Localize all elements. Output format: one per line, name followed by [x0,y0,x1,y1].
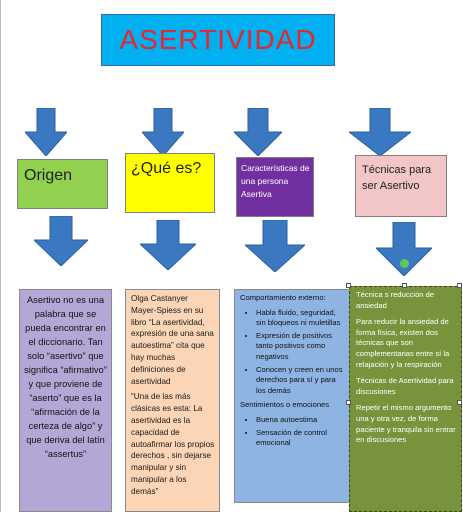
emociones-title: Sentimientos o emociones [240,400,330,410]
rotation-handle[interactable] [400,259,409,268]
que-es-header[interactable] [125,153,215,213]
tecnicas-paragraph: Repetir el mismo argumento una y otra vez, de forma paciente y tranquila sin entrar en discusiones [356,403,456,445]
que-es-content-box[interactable] [125,289,220,512]
origen-content-box[interactable] [19,289,112,512]
left-margin-rule [0,0,1,512]
caracteristicas-header-label: Características de una persona Asertiva [241,163,310,199]
origen-header[interactable] [17,159,108,209]
resize-handle[interactable] [346,283,351,288]
externo-title: Comportamiento externo: [240,293,326,302]
list-item: • Sensación de control emocional [256,428,346,449]
down-arrow-icon [140,220,196,270]
resize-handle[interactable] [346,400,351,405]
que-es-header-label: ¿Qué es? [131,160,202,177]
title-text: ASERTIVIDAD [119,24,317,55]
down-arrow-icon [34,216,88,266]
que-es-paragraph: “Una de las más clásicas es esta: La asertividad es la capacidad de autoafirmar los propios derechos , sin dejarse manipular y sin manipular a los demás” [131,392,215,496]
caracteristicas-content-box[interactable] [234,289,351,503]
emociones-list [240,415,346,449]
down-arrow-icon [349,108,411,156]
list-item: • Habla fluido, seguridad, sin bloqueos ni muletillas [256,308,346,329]
list-item: • Conocen y creen en unos derechos para sí y para los demás [256,365,346,397]
resize-handle[interactable] [457,283,462,288]
tecnicas-paragraph: Técnicas de Asertividad para discusiones [356,376,454,396]
tecnicas-paragraph: Para reducir la ansiedad de forma física, existen dos técnicas que son complementarias entre sí la relajación y la respiración [356,317,450,369]
tecnicas-header[interactable] [355,155,447,217]
caracteristicas-header[interactable] [236,157,314,217]
que-es-paragraph: Olga Castanyer Mayer-Spiess en su libro “La asertividad, expresión de una sana autoestima” cita que hay muchas definiciones de asertividad [131,294,214,386]
tecnicas-header-label: Técnicas para ser Asertivo [362,164,432,192]
origen-header-label: Origen [24,167,73,184]
resize-handle[interactable] [402,283,407,288]
list-item: • Expresión de positivos tanto positivos como negativos [256,331,346,363]
title-box[interactable] [101,14,335,66]
origen-text: Asertivo no es una palabra que se pueda encontrar en el diccionario. Tan solo “asertivo” que significa “afirmativo” y que proviene de “aserto” que es la “afirmación de la certeza de algo” y que deriva del latín “assertus” [24,295,107,459]
down-arrow-icon [234,108,282,156]
externo-list [240,308,346,397]
tecnicas-paragraph: Técnica s reducción de ansiedad [356,290,435,310]
down-arrow-icon [25,108,67,156]
resize-handle[interactable] [457,400,462,405]
tecnicas-content-box[interactable] [349,286,462,512]
list-item: • Buena autoestima [256,415,346,426]
down-arrow-icon [245,220,305,272]
down-arrow-icon [142,108,184,156]
